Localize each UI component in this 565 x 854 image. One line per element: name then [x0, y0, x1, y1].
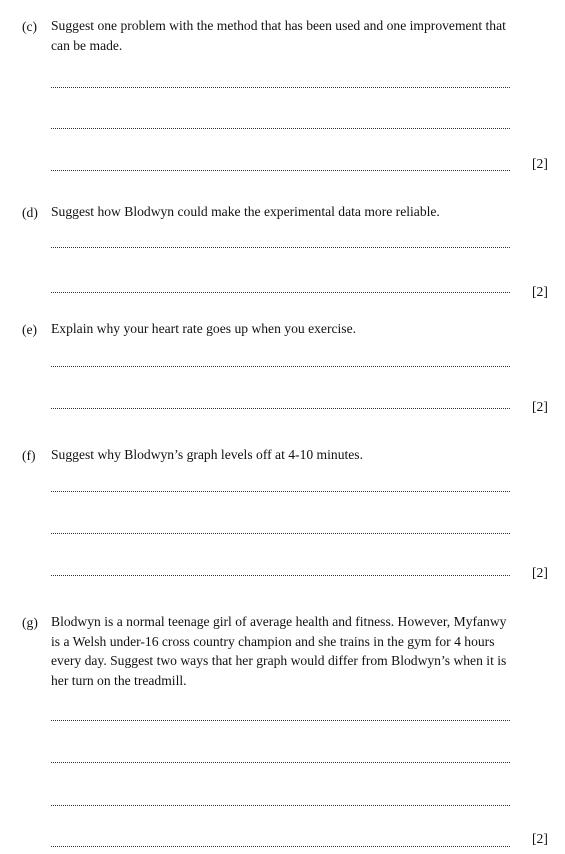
question-e-label: (e) — [22, 322, 38, 337]
question-g-label: (g) — [22, 615, 38, 630]
answer-line[interactable] — [51, 720, 510, 721]
answer-line[interactable] — [51, 366, 510, 367]
question-f-text: Suggest why Blodwyn’s graph levels off at 4-10 minutes. — [51, 447, 363, 462]
question-d-label: (d) — [22, 205, 38, 220]
question-d-text: Suggest how Blodwyn could make the experimental data more reliable. — [51, 204, 440, 219]
answer-line[interactable] — [51, 762, 510, 763]
question-g-text: Blodwyn is a normal teenage girl of average health and fitness. However, Myfanwy is a Welsh under-16 cross country champion and she trains in the gym for 4 hours every day. Suggest two ways that her graph would differ from Blodwyn’s when it is her turn on the treadmill. — [51, 614, 507, 688]
question-f-marks: [2] — [532, 565, 548, 580]
answer-line[interactable] — [51, 533, 510, 534]
question-f-label: (f) — [22, 448, 36, 463]
answer-line[interactable] — [51, 87, 510, 88]
question-c-label: (c) — [22, 19, 38, 34]
answer-line[interactable] — [51, 128, 510, 129]
answer-line[interactable] — [51, 292, 510, 293]
question-g-marks: [2] — [532, 831, 548, 846]
answer-line[interactable] — [51, 408, 510, 409]
answer-line[interactable] — [51, 805, 510, 806]
answer-line[interactable] — [51, 170, 510, 171]
answer-line[interactable] — [51, 575, 510, 576]
question-c-text: Suggest one problem with the method that has been used and one improvement that can be made. — [51, 18, 506, 53]
answer-line[interactable] — [51, 247, 510, 248]
question-c-marks: [2] — [532, 156, 548, 171]
question-e-text: Explain why your heart rate goes up when you exercise. — [51, 321, 357, 336]
question-e-marks: [2] — [532, 399, 548, 414]
answer-line[interactable] — [51, 491, 510, 492]
question-d-marks: [2] — [532, 284, 548, 299]
answer-line[interactable] — [51, 846, 510, 847]
